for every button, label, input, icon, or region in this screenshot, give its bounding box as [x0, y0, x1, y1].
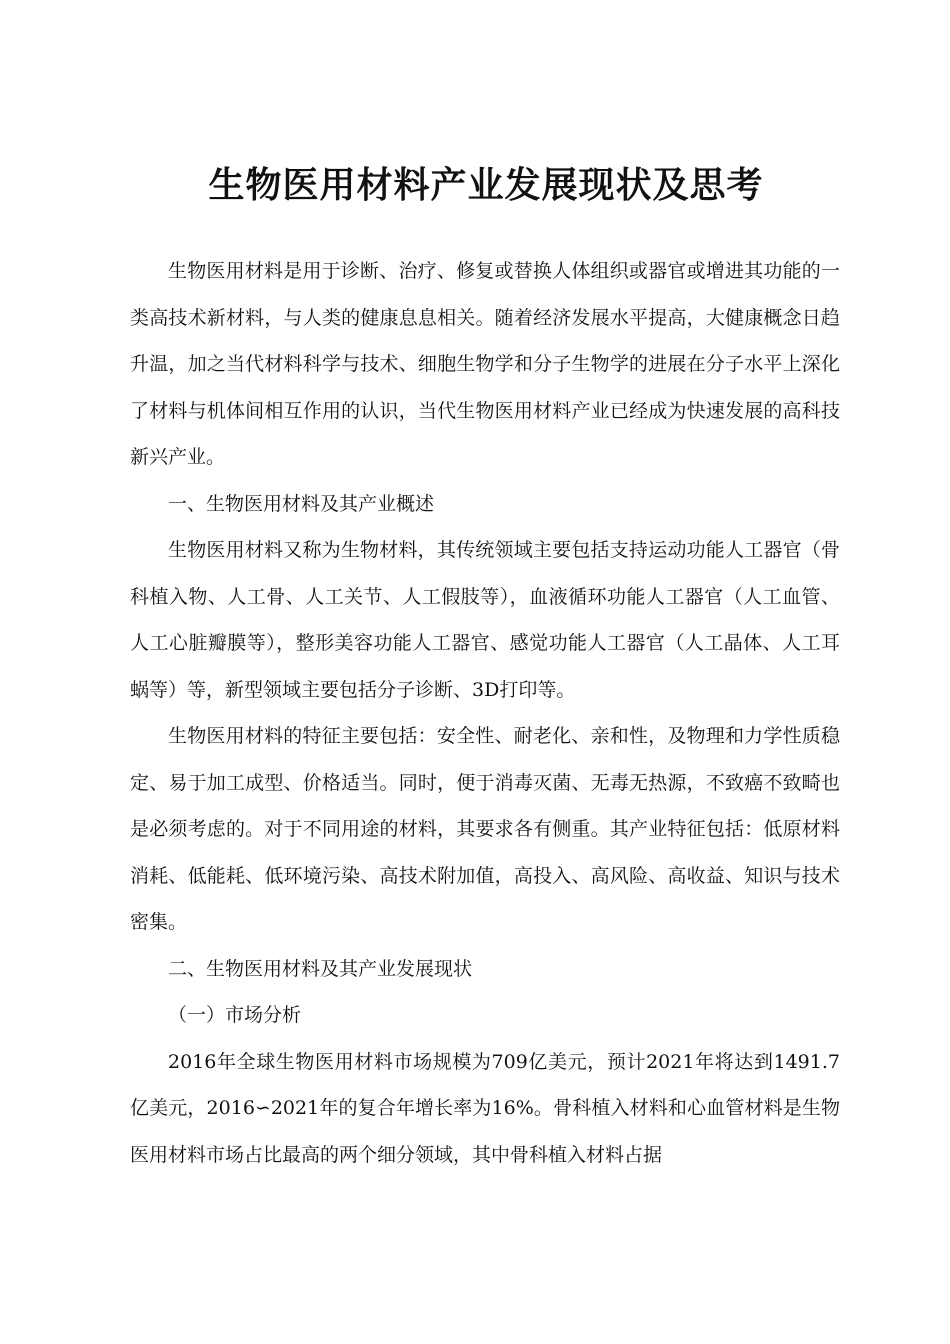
subsection-heading-1: （一）市场分析 [168, 1004, 302, 1026]
paragraph-market: 2016年全球生物医用材料市场规模为709亿美元，预计2021年将达到1491.7亿美元，2016∽2021年的复合年增长率为16%。骨科植入材料和心血管材料是生物医用材料市场占比最高的两个细分领域，其中骨科植入材料占据 [130, 1050, 840, 1166]
section-heading-1: 一、生物医用材料及其产业概述 [168, 492, 435, 515]
document-title: 生物医用材料产业发展现状及思考 [208, 165, 764, 206]
document-body [130, 248, 840, 1178]
section-heading-2: 二、生物医用材料及其产业发展现状 [168, 957, 473, 980]
paragraph-intro: 生物医用材料是用于诊断、治疗、修复或替换人体组织或器官或增进其功能的一类高技术新材料，与人类的健康息息相关。随着经济发展水平提高，大健康概念日趋升温，加之当代材料科学与技术、细胞生物学和分子生物学的进展在分子水平上深化了材料与机体间相互作用的认识，当代生物医用材料产业已经成为快速发展的高科技新兴产业。 [130, 260, 840, 468]
paragraph-overview: 生物医用材料又称为生物材料，其传统领域主要包括支持运动功能人工器官（骨科植入物、人工骨、人工关节、人工假肢等），血液循环功能人工器官（人工血管、人工心脏瓣膜等），整形美容功能人工器官、感觉功能人工器官（人工晶体、人工耳蜗等）等，新型领域主要包括分子诊断、3D打印等。 [130, 539, 840, 701]
paragraph-features: 生物医用材料的特征主要包括：安全性、耐老化、亲和性，及物理和力学性质稳定、易于加工成型、价格适当。同时，便于消毒灭菌、无毒无热源，不致癌不致畸也是必须考虑的。对于不同用途的材料，其要求各有侧重。其产业特征包括：低原材料消耗、低能耗、低环境污染、高技术附加值，高投入、高风险、高收益、知识与技术密集。 [130, 725, 840, 933]
